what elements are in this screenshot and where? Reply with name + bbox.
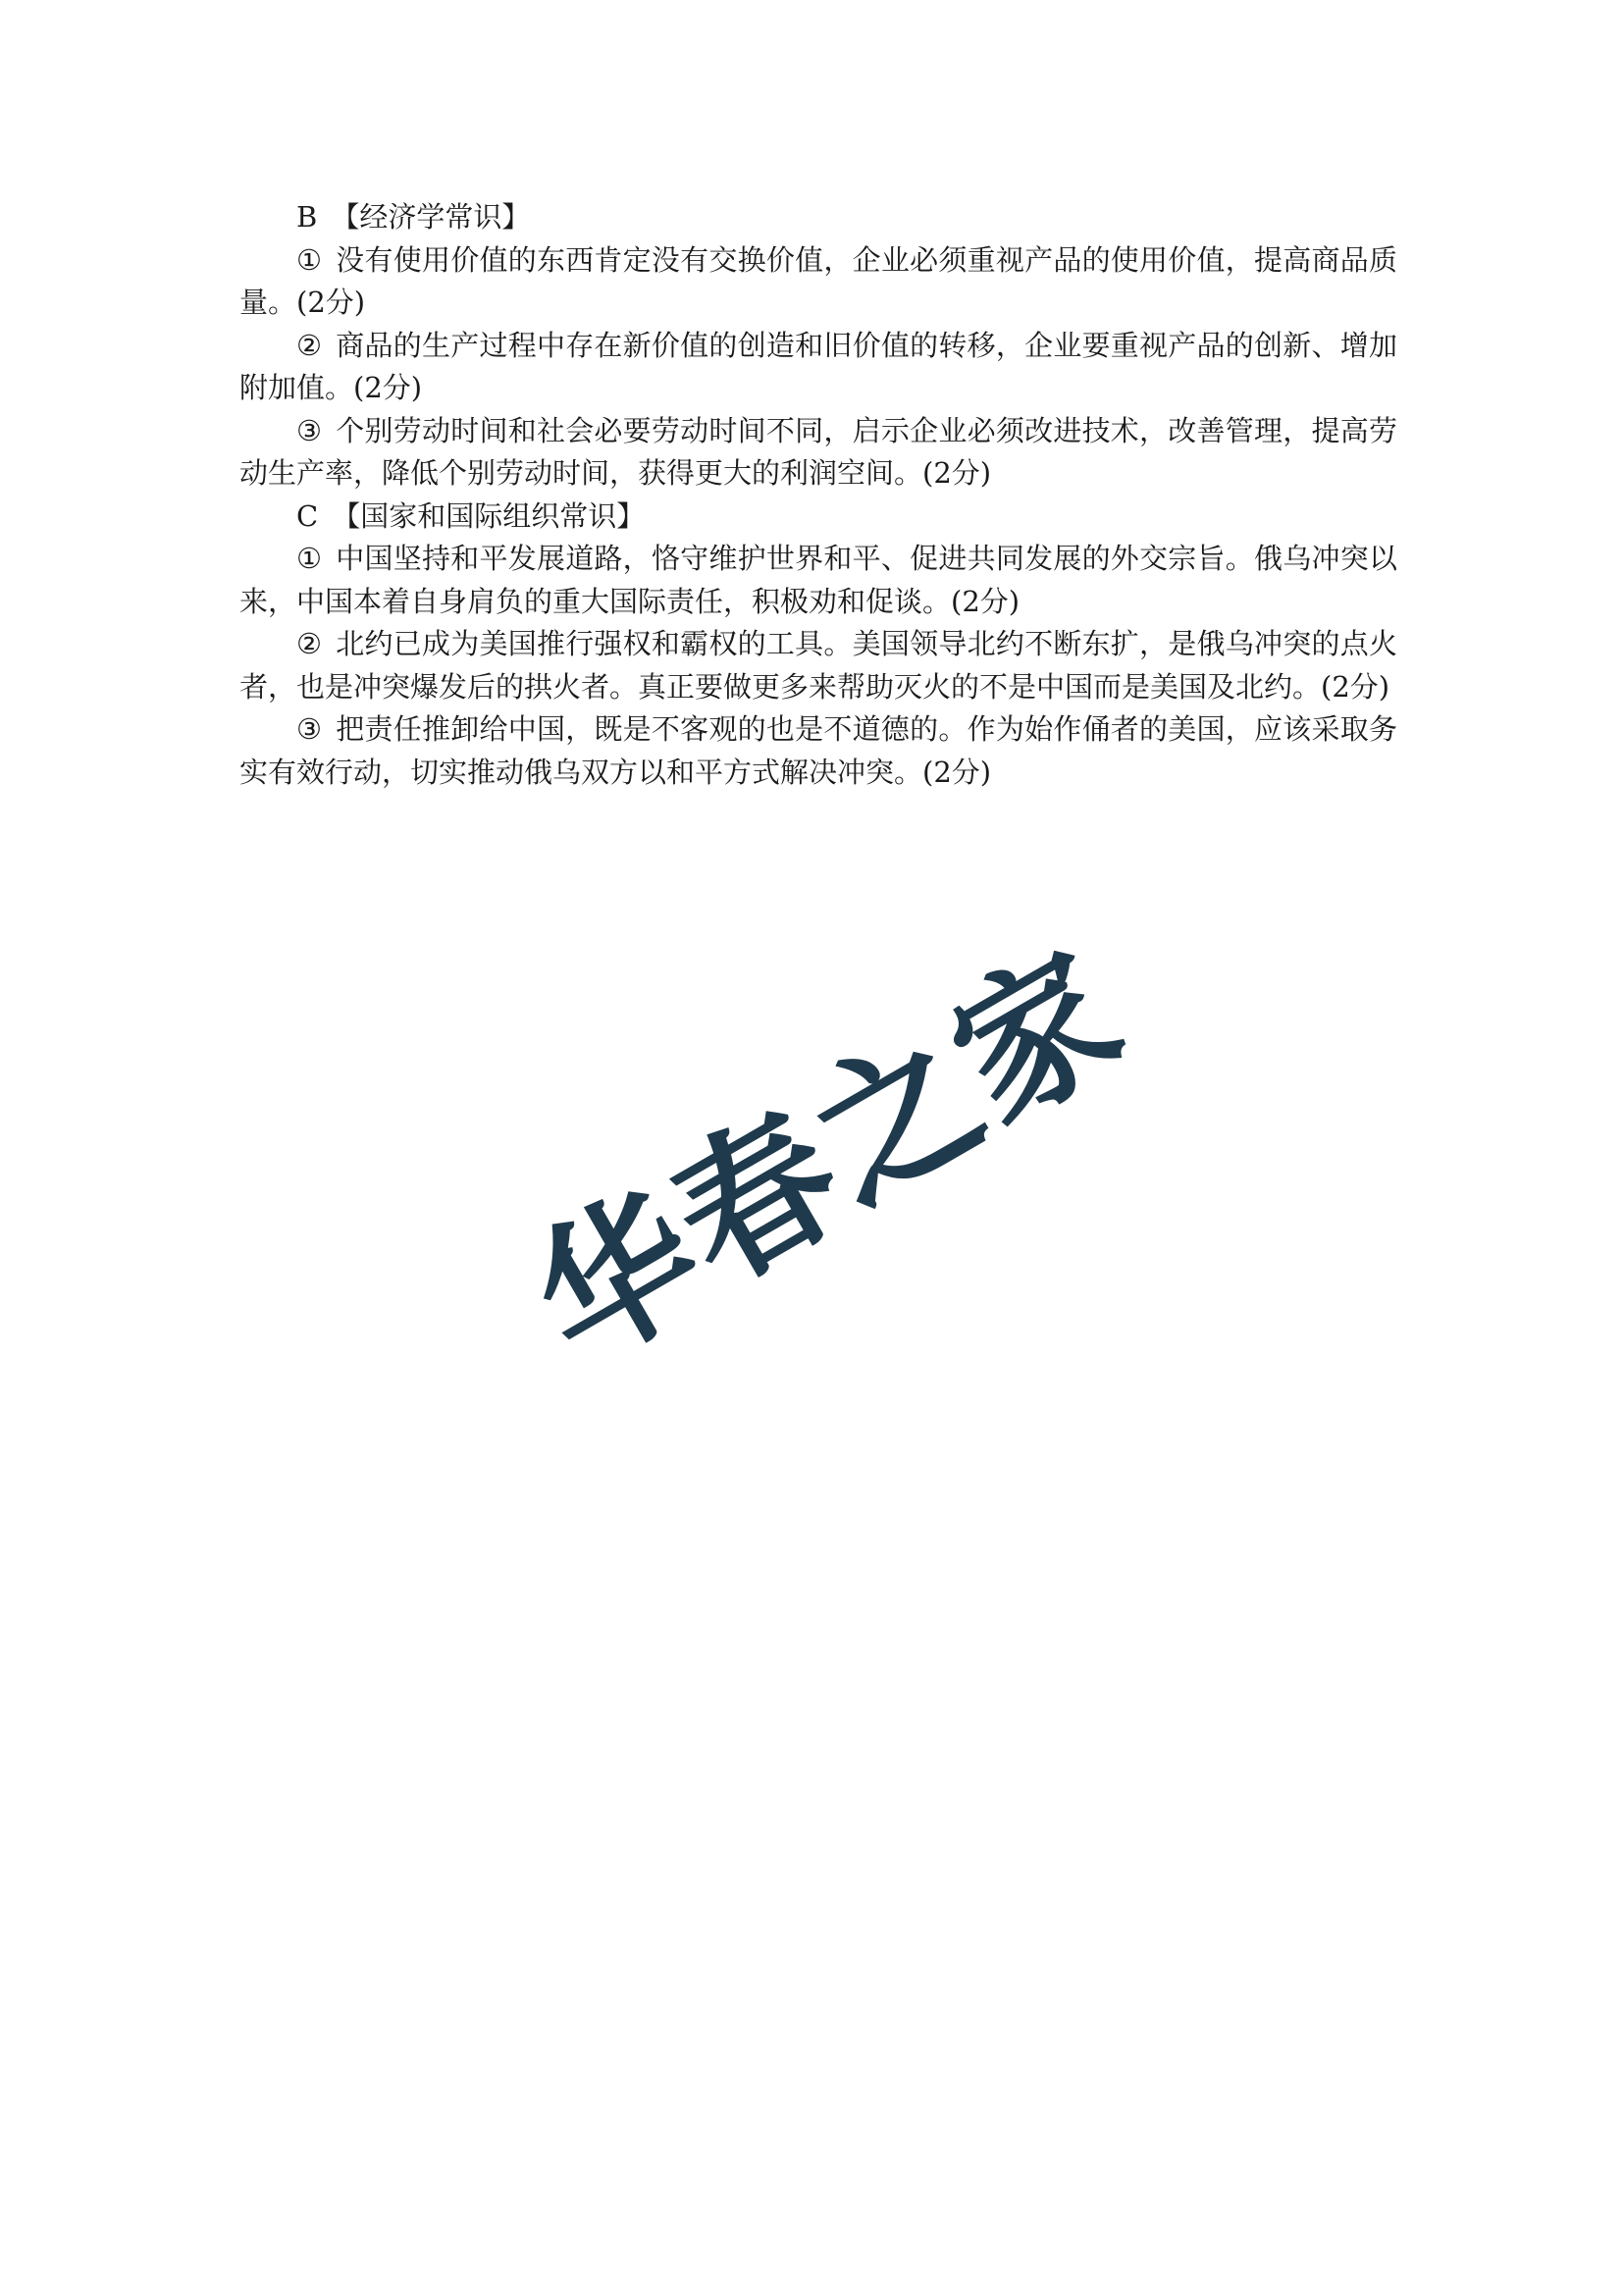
answer-content — [239, 196, 1397, 794]
item-number: ③ — [296, 413, 323, 447]
section-heading-c — [239, 496, 1397, 539]
item-text: 把责任推卸给中国，既是不客观的也是不道德的。作为始作俑者的美国，应该采取务实有效行动，切实推动俄乌双方以和平方式解决冲突。(2分) — [239, 712, 1397, 789]
section-title: 【国家和国际组织常识】 — [332, 498, 646, 533]
answer-item — [239, 708, 1397, 794]
section-letter: B — [296, 200, 318, 234]
item-text: 中国坚持和平发展道路，恪守维护世界和平、促进共同发展的外交宗旨。俄乌冲突以来，中国本着自身肩负的重大国际责任，积极劝和促谈。(2分) — [239, 542, 1397, 618]
watermark: 华春之家 — [503, 916, 1154, 1398]
section-letter: C — [296, 498, 319, 533]
item-number: ② — [296, 328, 323, 362]
item-number: ③ — [296, 712, 323, 746]
section-title: 【经济学常识】 — [331, 200, 531, 234]
item-text: 个别劳动时间和社会必要劳动时间不同，启示企业必须改进技术，改善管理，提高劳动生产率，降低个别劳动时间，获得更大的利润空间。(2分) — [239, 413, 1397, 490]
item-text: 北约已成为美国推行强权和霸权的工具。美国领导北约不断东扩，是俄乌冲突的点火者，也是冲突爆发后的拱火者。真正要做更多来帮助灭火的不是中国而是美国及北约。(2分) — [239, 627, 1397, 704]
item-text: 商品的生产过程中存在新价值的创造和旧价值的转移，企业要重视产品的创新、增加附加值。(2分) — [239, 328, 1397, 404]
item-text: 没有使用价值的东西肯定没有交换价值，企业必须重视产品的使用价值，提高商品质量。(2分) — [239, 242, 1397, 319]
answer-item — [239, 623, 1397, 708]
item-number: ② — [296, 627, 323, 660]
answer-item — [239, 239, 1397, 325]
item-number: ① — [296, 542, 323, 575]
item-number: ① — [296, 242, 323, 277]
answer-item — [239, 410, 1397, 496]
answer-item — [239, 538, 1397, 623]
answer-item — [239, 325, 1397, 410]
section-heading-b — [239, 196, 1397, 239]
